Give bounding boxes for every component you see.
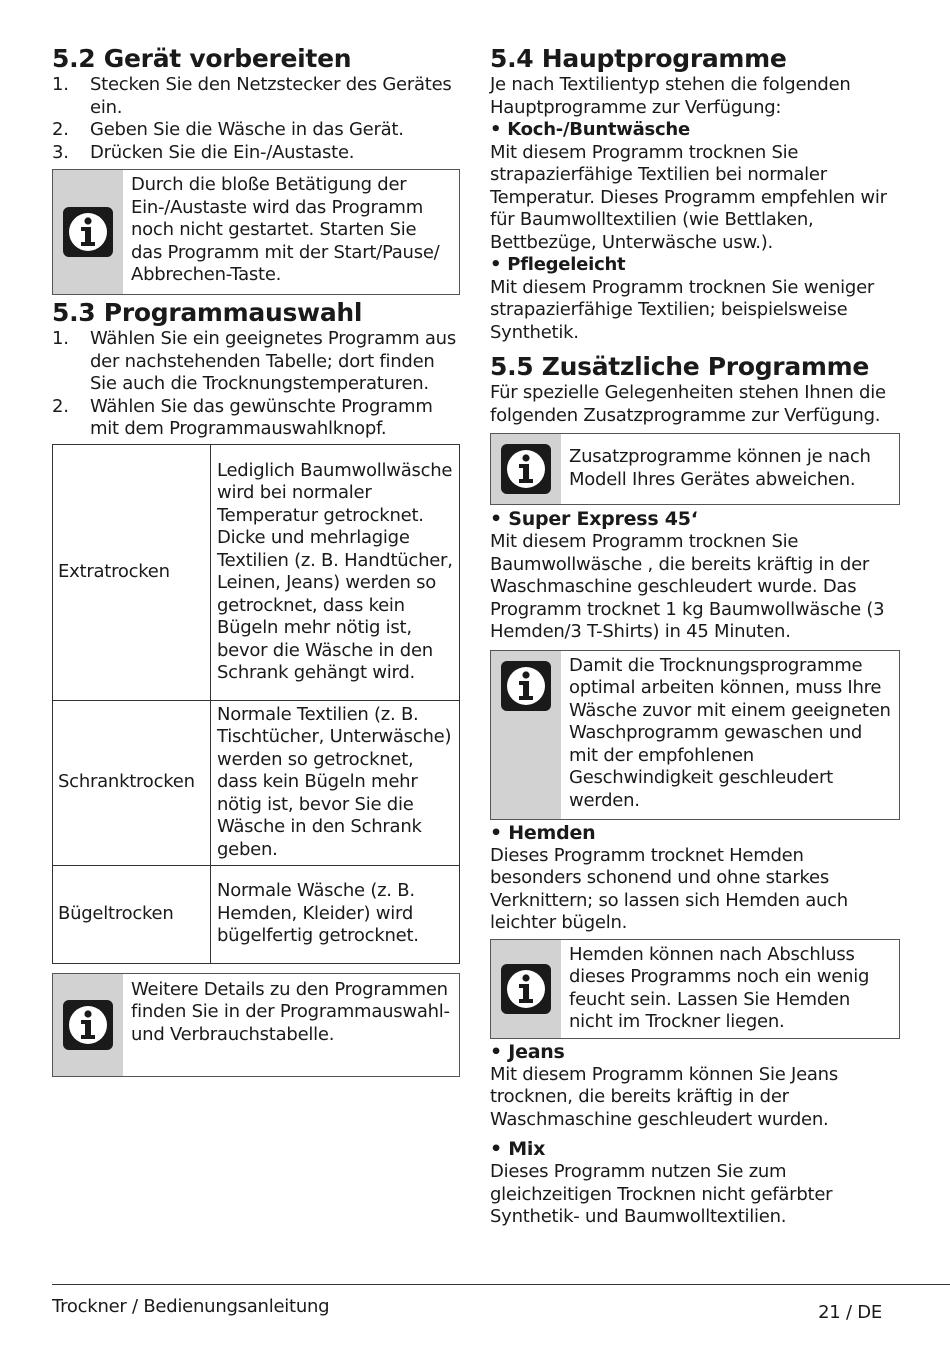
section-title-5-4: 5.4 Hauptprogramme <box>490 44 787 73</box>
info-note-text: Durch die bloße Betätigung der Ein-/Austaste wird das Programm noch nicht gestartet. Starten Sie das Programm mit der Start/Pause/ Abbrechen-Taste. <box>131 174 440 285</box>
info-icon <box>491 651 561 819</box>
intro-text: Je nach Textilientyp stehen die folgenden Hauptprogramme zur Verfügung: <box>490 74 851 118</box>
info-note-text: Zusatzprogramme können je nach Modell Ihres Gerätes abweichen. <box>569 446 871 490</box>
info-icon <box>491 434 561 504</box>
footer-document-title: Trockner / Bedienungsanleitung <box>52 1296 330 1317</box>
info-note-text: Damit die Trocknungsprogramme optimal arbeiten können, muss Ihre Wäsche zuvor mit einem geeigneten Waschprogramm gewaschen und mit der empfohlenen Geschwindigkeit geschleudert werden. <box>569 654 891 811</box>
list-item: 2. Geben Sie die Wäsche in das Gerät. <box>52 119 404 140</box>
steps-5-3 <box>52 328 460 441</box>
program-name: Bügeltrocken <box>53 865 211 963</box>
list-item: 1. Stecken Sie den Netzstecker des Gerätes ein. <box>52 74 452 118</box>
info-note-text: Weitere Details zu den Programmen finden Sie in der Programmauswahl- und Verbrauchstabelle. <box>131 978 450 1045</box>
info-note <box>52 973 460 1077</box>
program-heading-koch: • Koch-/Buntwäsche <box>490 119 690 140</box>
left-column <box>52 44 460 1077</box>
program-table <box>52 444 460 964</box>
program-description: Lediglich Baumwollwäsche wird bei normaler Temperatur getrocknet. Dicke und mehrlagige Textilien (z. B. Handtücher, Leinen, Jeans) werden so getrocknet, dass kein Bügeln mehr nötig ist, bevor die Wäsche in den Schrank gehängt wird. <box>211 444 460 700</box>
program-heading-mix: • Mix <box>490 1138 546 1160</box>
info-icon <box>491 940 561 1038</box>
program-name: Extratrocken <box>53 444 211 700</box>
program-heading-pflegeleicht: • Pflegeleicht <box>490 254 626 275</box>
page-number: 21 / DE <box>818 1302 882 1323</box>
program-name: Schranktrocken <box>53 700 211 865</box>
info-icon <box>53 974 123 1076</box>
info-note <box>490 650 900 820</box>
list-item: 3. Drücken Sie die Ein-/Austaste. <box>52 141 355 163</box>
info-note <box>490 939 900 1039</box>
intro-text: Für spezielle Gelegenheiten stehen Ihnen die folgenden Zusatzprogramme zur Verfügung. <box>490 382 886 426</box>
info-icon <box>53 170 123 294</box>
list-item: 1. Wählen Sie ein geeignetes Programm aus der nachstehenden Tabelle; dort finden Sie auch die Trocknungstemperaturen. <box>52 328 456 394</box>
program-text: Mit diesem Programm trocknen Sie strapazierfähige Textilien bei normaler Temperatur. Dieses Programm empfehlen wir für Baumwolltextilien (wie Bettlaken, Bettbezüge, Unterwäsche usw.). <box>490 141 887 253</box>
info-note <box>490 433 900 505</box>
program-text: Dieses Programm nutzen Sie zum gleichzeitigen Trocknen nicht gefärbter Synthetik- und Baumwolltextilien. <box>490 1161 833 1227</box>
program-text: Mit diesem Programm trocknen Sie Baumwollwäsche , die bereits kräftig in der Waschmaschine geschleudert wurde. Das Programm trocknet 1 kg Baumwollwäsche (3 Hemden/3 T-Shirts) in 45 Minuten. <box>490 531 885 642</box>
right-column <box>490 44 900 1229</box>
program-text: Mit diesem Programm können Sie Jeans trocknen, die bereits kräftig in der Waschmaschine geschleudert wurden. <box>490 1063 838 1130</box>
section-title-5-5: 5.5 Zusätzliche Programme <box>490 352 870 381</box>
table-row <box>53 865 460 963</box>
program-heading-jeans: • Jeans <box>490 1040 565 1063</box>
section-title-5-3: 5.3 Programmauswahl <box>52 298 363 327</box>
steps-5-2 <box>52 74 460 164</box>
program-heading-hemden: • Hemden <box>490 821 596 844</box>
info-note <box>52 169 460 295</box>
program-description: Normale Textilien (z. B. Tischtücher, Unterwäsche) werden so getrocknet, dass kein Bügeln mehr nötig ist, bevor Sie die Wäsche in den Schrank geben. <box>211 700 460 865</box>
section-title-5-2: 5.2 Gerät vorbereiten <box>52 44 352 73</box>
table-row <box>53 700 460 865</box>
program-heading-super-express: • Super Express 45‘ <box>490 508 698 530</box>
table-row <box>53 444 460 700</box>
program-description: Normale Wäsche (z. B. Hemden, Kleider) wird bügelfertig getrocknet. <box>211 865 460 963</box>
program-text: Mit diesem Programm trocknen Sie weniger strapazierfähige Textilien; beispielsweise Synthetik. <box>490 276 875 343</box>
program-text: Dieses Programm trocknet Hemden besonders schonend und ohne starkes Verknittern; so lassen sich Hemden auch leichter bügeln. <box>490 844 848 933</box>
list-item: 2. Wählen Sie das gewünschte Programm mit dem Programmauswahlknopf. <box>52 395 433 439</box>
info-note-text: Hemden können nach Abschluss dieses Programms noch ein wenig feucht sein. Lassen Sie Hemden nicht im Trockner liegen. <box>569 943 870 1032</box>
footer-divider <box>52 1284 950 1285</box>
